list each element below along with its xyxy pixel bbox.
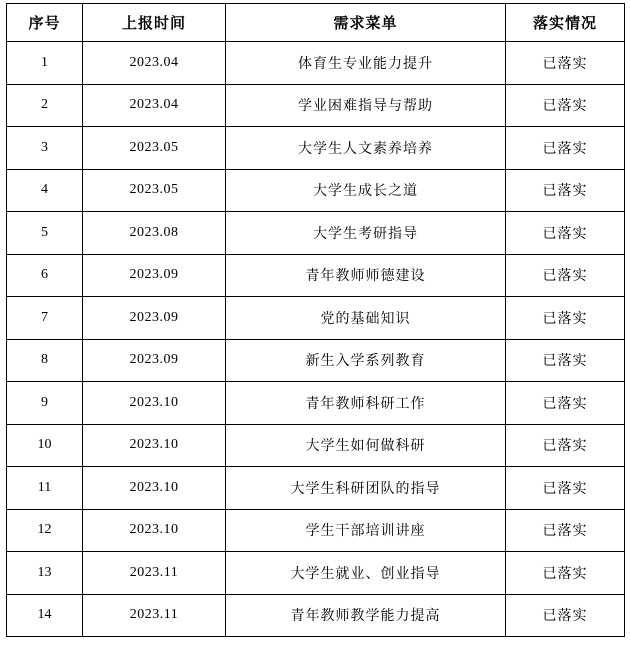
cell-menu: 大学生成长之道 [226,169,506,212]
cell-date: 2023.10 [83,424,226,467]
cell-date: 2023.08 [83,212,226,255]
cell-index: 11 [7,467,83,510]
cell-menu: 党的基础知识 [226,297,506,340]
cell-menu: 学业困难指导与帮助 [226,84,506,127]
cell-status: 已落实 [506,509,625,552]
cell-status: 已落实 [506,84,625,127]
cell-status: 已落实 [506,254,625,297]
cell-date: 2023.05 [83,127,226,170]
cell-index: 1 [7,42,83,85]
document-page [0,3,630,647]
table-row [7,467,625,510]
column-header-index: 序号 [7,4,83,42]
cell-status: 已落实 [506,169,625,212]
cell-menu: 大学生科研团队的指导 [226,467,506,510]
cell-index: 4 [7,169,83,212]
cell-date: 2023.09 [83,339,226,382]
table-row [7,339,625,382]
cell-status: 已落实 [506,552,625,595]
cell-date: 2023.09 [83,297,226,340]
cell-index: 12 [7,509,83,552]
cell-status: 已落实 [506,42,625,85]
cell-menu: 大学生如何做科研 [226,424,506,467]
table-row [7,424,625,467]
cell-status: 已落实 [506,424,625,467]
table-row [7,594,625,637]
cell-status: 已落实 [506,594,625,637]
table-row [7,297,625,340]
cell-menu: 大学生就业、创业指导 [226,552,506,595]
cell-status: 已落实 [506,212,625,255]
cell-date: 2023.10 [83,509,226,552]
cell-menu: 新生入学系列教育 [226,339,506,382]
cell-status: 已落实 [506,467,625,510]
cell-index: 6 [7,254,83,297]
cell-index: 7 [7,297,83,340]
column-header-status: 落实情况 [506,4,625,42]
cell-date: 2023.04 [83,84,226,127]
table-header-row [7,4,625,42]
requirement-menu-table [6,3,625,637]
column-header-date: 上报时间 [83,4,226,42]
table-row [7,382,625,425]
cell-date: 2023.10 [83,467,226,510]
cell-index: 10 [7,424,83,467]
table-row [7,42,625,85]
cell-date: 2023.05 [83,169,226,212]
table-header [7,4,625,42]
cell-menu: 青年教师师德建设 [226,254,506,297]
table-row [7,212,625,255]
cell-status: 已落实 [506,339,625,382]
column-header-menu: 需求菜单 [226,4,506,42]
table-body [7,42,625,637]
cell-index: 8 [7,339,83,382]
cell-index: 14 [7,594,83,637]
cell-index: 5 [7,212,83,255]
cell-index: 2 [7,84,83,127]
cell-status: 已落实 [506,382,625,425]
cell-status: 已落实 [506,297,625,340]
table-row [7,552,625,595]
cell-date: 2023.10 [83,382,226,425]
table-row [7,127,625,170]
table-row [7,509,625,552]
cell-menu: 大学生考研指导 [226,212,506,255]
cell-index: 9 [7,382,83,425]
cell-menu: 大学生人文素养培养 [226,127,506,170]
cell-menu: 青年教师科研工作 [226,382,506,425]
cell-index: 3 [7,127,83,170]
cell-menu: 体育生专业能力提升 [226,42,506,85]
table-row [7,254,625,297]
cell-menu: 青年教师教学能力提高 [226,594,506,637]
cell-date: 2023.04 [83,42,226,85]
cell-date: 2023.11 [83,594,226,637]
cell-index: 13 [7,552,83,595]
cell-menu: 学生干部培训讲座 [226,509,506,552]
cell-date: 2023.09 [83,254,226,297]
cell-date: 2023.11 [83,552,226,595]
table-row [7,169,625,212]
table-row [7,84,625,127]
cell-status: 已落实 [506,127,625,170]
